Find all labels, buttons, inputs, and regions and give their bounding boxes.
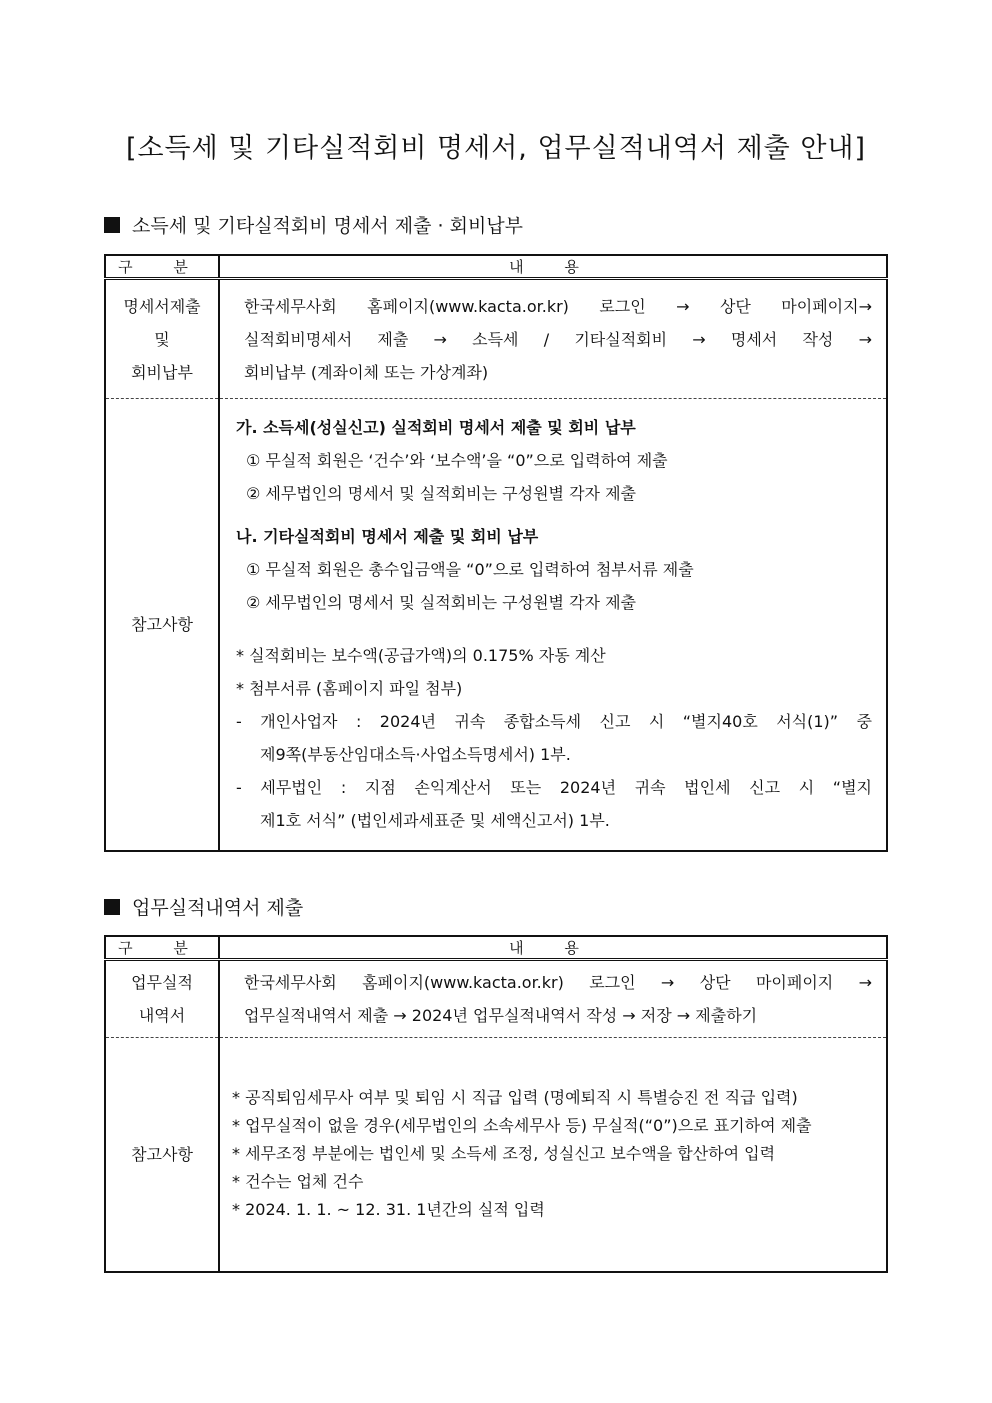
row-content-notes: * 공직퇴임세무사 여부 및 퇴임 시 직급 입력 (명예퇴직 시 특별승진 전 직급 입력) * 업무실적이 없을 경우(세무법인의 소속세무사 등) 무실적(“0”)으로 표기하여 제출 * 세무조정 부분에는 법인세 및 소득세 조정, 성실신고 보수액을 합산하여 입력 * 건수는 업체 건수 * 2024. 1. 1. ~ 12. 31. 1년간의 실적 입력 [219,1038,887,1272]
section2-table [104,935,888,1273]
row-content-notes: 가. 소득세(성실신고) 실적회비 명세서 제출 및 회비 납부 ① 무실적 회원은 ‘건수’와 ‘보수액’을 “0”으로 입력하여 제출 ② 세무법인의 명세서 및 실적회비는 구성원별 각자 제출 나. 기타실적회비 명세서 제출 및 회비 납부 ① 무실적 회원은 총수입금액을 “0”으로 입력하여 첨부서류 제출 ② 세무법인의 명세서 및 실적회비는 구성원별 각자 제출 * 실적회비는 보수액(공급가액)의 0.175% 자동 계산 * 첨부서류 (홈페이지 파일 첨부) - 개인사업자 : 2024년 귀속 종합소득세 신고 시 “별지40호 서식(1)” 중 제9쪽(부동산임대소득·사업소득명세서) 1부. - 세무법인 : 지점 손익계산서 또는 2024년 귀속 법인세 신고 시 “별지 제1호 서식” (법인세과세표준 및 세액신고서) 1부. [219,399,887,851]
col-header-content: 내 용 [219,255,887,279]
section2-heading [104,893,303,920]
section2-heading-text: 업무실적내역서 제출 [132,897,304,919]
row-category-submission: 명세서제출 및 회비납부 [105,279,219,399]
row-content-work-record: 한국세무사회 홈페이지(www.kacta.or.kr) 로그인 → 상단 마이페이지 → 업무실적내역서 제출 → 2024년 업무실적내역서 작성 → 저장 → 제출하기 [219,960,887,1038]
note-ga-title: 가. 소득세(성실신고) 실적회비 명세서 제출 및 회비 납부 [236,418,636,438]
col-header-content: 내 용 [219,936,887,960]
row-category-notes: 참고사항 [105,399,219,851]
col-header-category: 구 분 [105,255,219,279]
square-bullet-icon [104,899,120,915]
square-bullet-icon [104,217,120,233]
document-title: [소득세 및 기타실적회비 명세서, 업무실적내역서 제출 안내] [125,133,867,164]
section1-heading [104,211,523,238]
row-content-submission: 한국세무사회 홈페이지(www.kacta.or.kr) 로그인 → 상단 마이페이지→ 실적회비명세서 제출 → 소득세 / 기타실적회비 → 명세서 작성 → 회비납부 (계좌이체 또는 가상계좌) [219,279,887,399]
note-na-title: 나. 기타실적회비 명세서 제출 및 회비 납부 [236,527,539,547]
section1-heading-text: 소득세 및 기타실적회비 명세서 제출 · 회비납부 [132,215,524,237]
row-category-notes: 참고사항 [105,1038,219,1272]
row-category-work-record: 업무실적 내역서 [105,960,219,1038]
section1-table [104,254,888,852]
col-header-category: 구 분 [105,936,219,960]
